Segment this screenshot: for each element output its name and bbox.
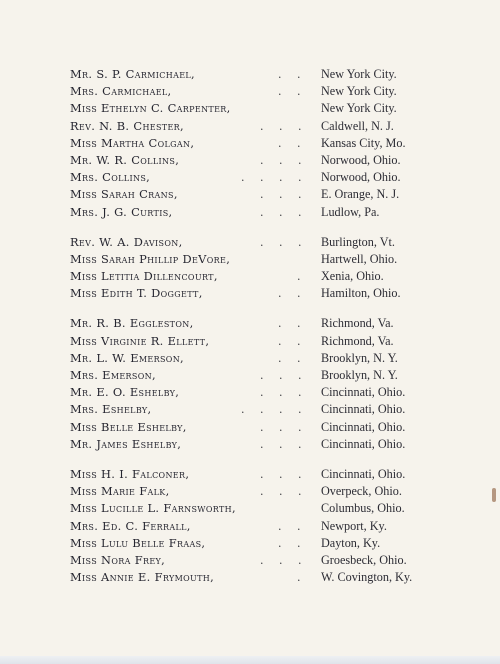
passenger-name: Mr. R. B. Eggleston, — [70, 316, 194, 331]
list-entry — [70, 118, 450, 135]
hometown: Cincinnati, Ohio. — [321, 466, 406, 481]
passenger-name: Rev. N. B. Chester, — [70, 118, 185, 133]
list-entry — [70, 169, 450, 186]
hometown: New York City. — [321, 101, 397, 116]
passenger-name: Mr. James Eshelby, — [70, 436, 182, 451]
list-entry — [70, 251, 450, 268]
dot-leader: . . . — [260, 485, 308, 499]
hometown: Richmond, Va. — [321, 333, 394, 348]
list-entry — [70, 135, 450, 152]
dot-leader: . . . — [260, 369, 308, 382]
hometown: New York City. — [321, 67, 397, 81]
passenger-name: Mrs. Carmichael, — [70, 84, 172, 99]
list-entry — [70, 186, 450, 203]
dot-leader: . . . . — [241, 403, 308, 417]
list-entry — [70, 367, 450, 384]
list-entry — [70, 384, 450, 401]
list-entry — [70, 518, 450, 535]
dot-leader: . . — [278, 287, 307, 301]
hometown: Norwood, Ohio. — [321, 170, 401, 185]
hometown: Richmond, Va. — [321, 316, 394, 331]
passenger-name: Mr. L. W. Emerson, — [70, 350, 185, 365]
dot-leader: . . . . — [241, 171, 308, 185]
dot-leader: . . . — [260, 386, 308, 400]
dot-leader: . . — [278, 68, 307, 81]
hometown: Caldwell, N. J. — [321, 118, 394, 133]
dot-leader: . . — [278, 334, 307, 348]
list-entry — [70, 204, 450, 221]
hometown: Newport, Ky. — [321, 518, 387, 533]
hometown: Overpeck, Ohio. — [321, 484, 402, 499]
name-group — [70, 234, 450, 303]
list-entry — [70, 483, 450, 500]
dot-leader: . . — [278, 536, 307, 550]
passenger-name: Mrs. Emerson, — [70, 368, 156, 382]
passenger-list — [70, 66, 450, 599]
dot-leader: . . — [278, 351, 307, 365]
hometown: Xenia, Ohio. — [321, 269, 384, 284]
list-entry — [70, 234, 450, 251]
hometown: Brooklyn, N. Y. — [321, 368, 398, 382]
list-entry — [70, 285, 450, 302]
passenger-name: Miss Edith T. Doggett, — [70, 286, 203, 301]
list-entry — [70, 100, 450, 117]
list-entry — [70, 535, 450, 552]
hometown: Groesbeck, Ohio. — [321, 552, 407, 567]
dot-leader: . . — [278, 519, 307, 533]
dot-leader: . . . — [260, 553, 308, 567]
hometown: Cincinnati, Ohio. — [321, 436, 406, 451]
list-entry — [70, 66, 450, 83]
dot-leader: . — [297, 571, 307, 585]
name-group — [70, 466, 450, 586]
dot-leader: . . . — [260, 205, 308, 219]
list-entry — [70, 436, 450, 453]
passenger-name: Miss Lulu Belle Fraas, — [70, 535, 206, 550]
list-entry — [70, 569, 450, 586]
passenger-name: Mrs. J. G. Curtis, — [70, 204, 173, 219]
dot-leader: . — [297, 270, 307, 284]
list-entry — [70, 350, 450, 367]
passenger-name: Miss Nora Frey, — [70, 552, 166, 567]
dot-leader: . . . — [260, 467, 308, 481]
page-bottom-edge — [0, 656, 500, 664]
passenger-name: Miss H. I. Falconer, — [70, 466, 190, 481]
passenger-name: Mrs. Eshelby, — [70, 402, 152, 417]
dot-leader: . . . — [260, 153, 308, 167]
passenger-name: Mrs. Collins, — [70, 170, 151, 185]
list-entry — [70, 419, 450, 436]
hometown: Ludlow, Pa. — [321, 204, 380, 219]
passenger-name: Miss Marie Falk, — [70, 484, 170, 499]
hometown: Cincinnati, Ohio. — [321, 402, 406, 417]
list-entry — [70, 500, 450, 517]
dot-leader: . . . — [260, 188, 308, 202]
passenger-name: Mr. S. P. Carmichael, — [70, 67, 196, 81]
dot-leader: . . . — [260, 235, 308, 249]
hometown: Hartwell, Ohio. — [321, 251, 398, 266]
passenger-name: Miss Ethelyn C. Carpenter, — [70, 101, 231, 116]
hometown: W. Covington, Ky. — [321, 570, 413, 585]
hometown: New York City. — [321, 84, 397, 99]
hometown: Cincinnati, Ohio. — [321, 385, 406, 400]
dot-leader: . . . — [260, 119, 308, 133]
hometown: Hamilton, Ohio. — [321, 286, 401, 301]
list-entry — [70, 152, 450, 169]
list-entry — [70, 268, 450, 285]
paper-mark — [492, 488, 496, 502]
dot-leader: . . — [278, 136, 307, 150]
hometown: E. Orange, N. J. — [321, 187, 400, 202]
hometown: Cincinnati, Ohio. — [321, 419, 406, 434]
hometown: Kansas City, Mo. — [321, 135, 406, 150]
passenger-name: Miss Lucille L. Farnsworth, — [70, 501, 236, 516]
list-entry — [70, 466, 450, 483]
list-entry — [70, 315, 450, 332]
dot-leader: . . — [278, 317, 307, 331]
passenger-name: Mr. E. O. Eshelby, — [70, 385, 180, 400]
passenger-name: Miss Martha Colgan, — [70, 135, 195, 150]
list-entry — [70, 83, 450, 100]
dot-leader: . . . — [260, 437, 308, 451]
passenger-name: Rev. W. A. Davison, — [70, 234, 183, 249]
passenger-name: Miss Sarah Crans, — [70, 187, 178, 202]
dot-leader: . . — [278, 85, 307, 99]
passenger-name: Miss Sarah Phillip DeVore, — [70, 251, 231, 266]
hometown: Dayton, Ky. — [321, 535, 381, 550]
dot-leader: . . . — [260, 420, 308, 434]
name-group — [70, 66, 450, 221]
hometown: Columbus, Ohio. — [321, 501, 405, 516]
passenger-name: Mr. W. R. Collins, — [70, 152, 180, 167]
passenger-name: Miss Letitia Dillencourt, — [70, 269, 218, 284]
hometown: Norwood, Ohio. — [321, 152, 401, 167]
passenger-name: Miss Belle Eshelby, — [70, 419, 187, 434]
hometown: Burlington, Vt. — [321, 234, 395, 249]
name-group — [70, 315, 450, 453]
passenger-name: Miss Annie E. Frymouth, — [70, 570, 215, 585]
passenger-name: Mrs. Ed. C. Ferrall, — [70, 518, 191, 533]
hometown: Brooklyn, N. Y. — [321, 350, 398, 365]
list-entry — [70, 552, 450, 569]
list-entry — [70, 401, 450, 418]
list-entry — [70, 333, 450, 350]
passenger-name: Miss Virginie R. Ellett, — [70, 333, 210, 348]
